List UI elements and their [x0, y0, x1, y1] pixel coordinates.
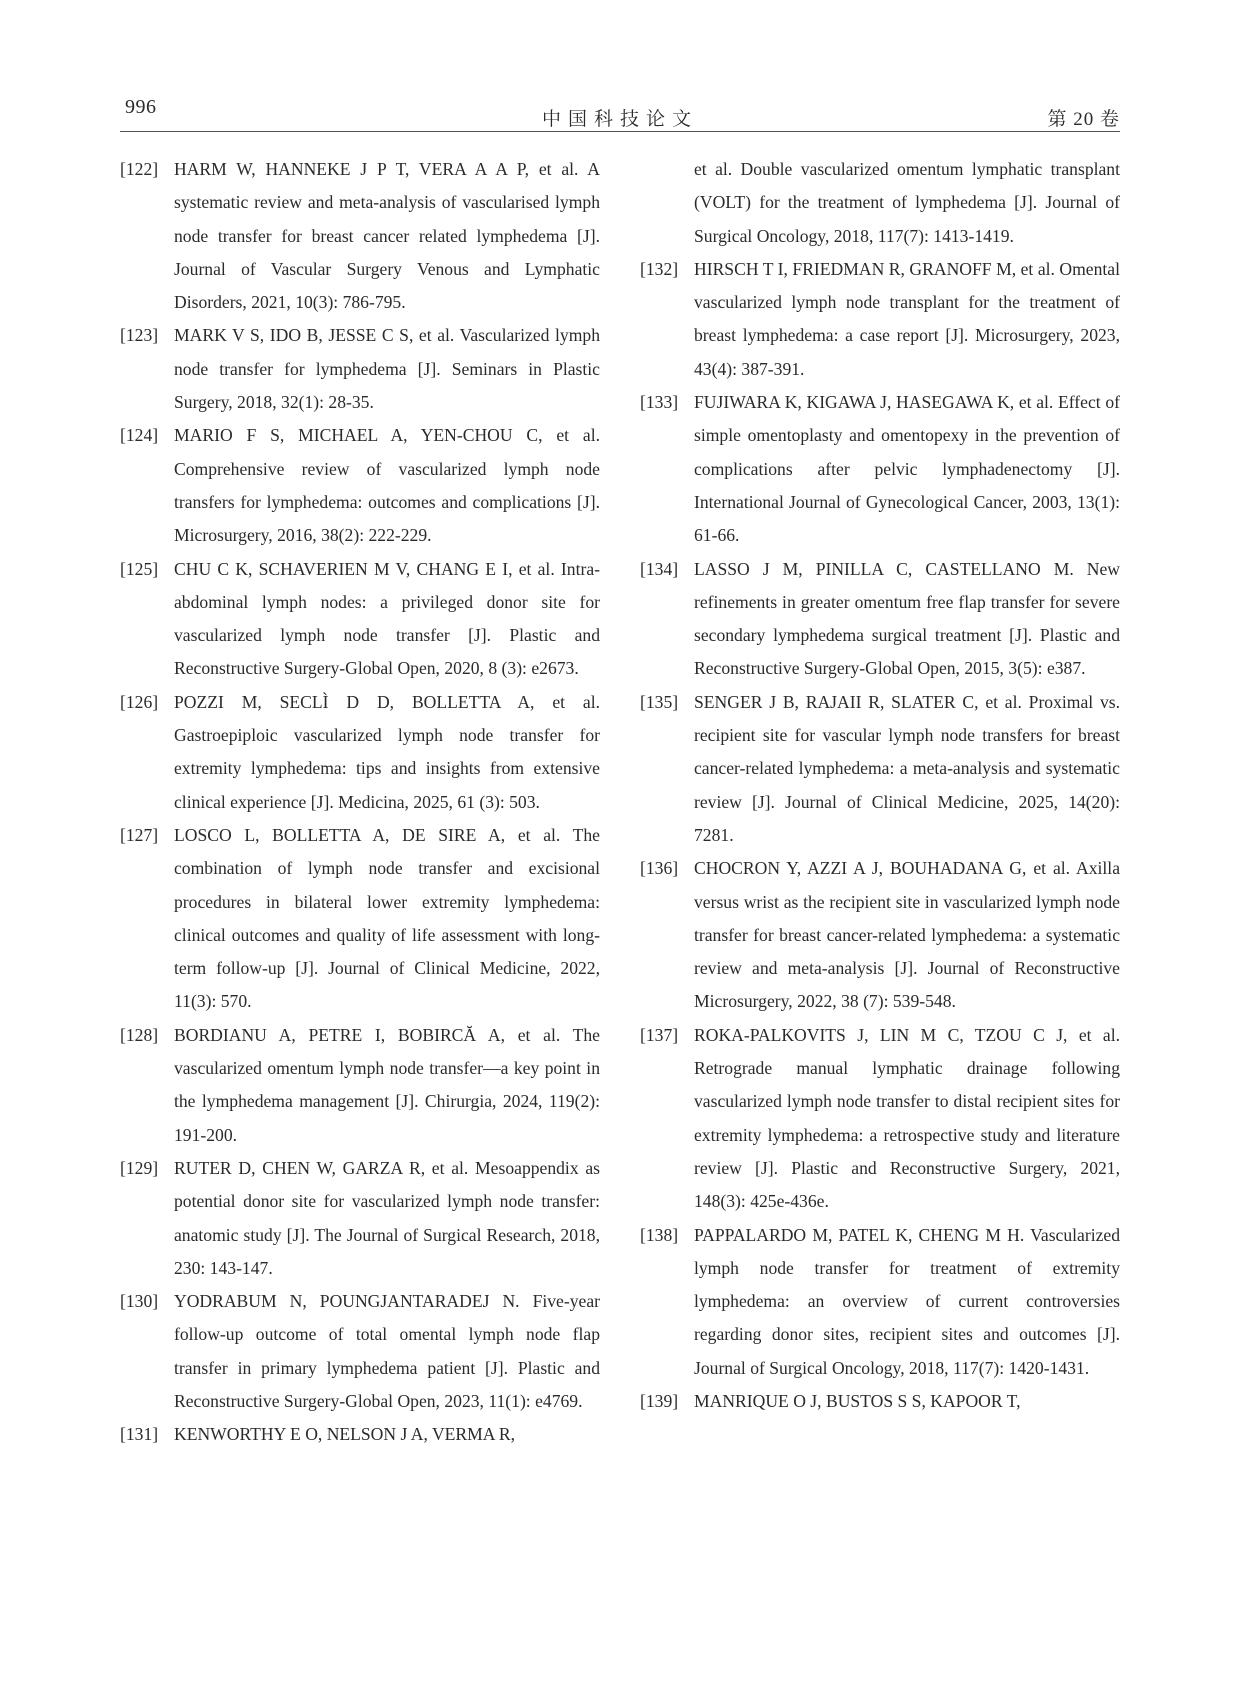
reference-number: [122]: [120, 159, 159, 179]
reference-entry: [640, 852, 1120, 1018]
reference-text: RUTER D, CHEN W, GARZA R, et al. Mesoappendix as potential donor site for vascularized lymph node transfer: anatomic study [J]. The Journal of Surgical Research, 2018, 230: 143-147.: [174, 1157, 600, 1278]
reference-entry: [640, 1019, 1120, 1219]
reference-text: MARK V S, IDO B, JESSE C S, et al. Vascularized lymph node transfer for lymphedema [J]. Seminars in Plastic Surgery, 2018, 32(1): 28-35.: [174, 325, 600, 413]
reference-number: [126]: [120, 691, 159, 712]
reference-text: MARIO F S, MICHAEL A, YEN-CHOU C, et al. Comprehensive review of vascularized lymph node transfers for lymphedema: outcomes and complications [J]. Microsurgery, 2016, 38(2): 222-229.: [174, 425, 600, 546]
reference-number: [135]: [640, 691, 679, 712]
reference-entry: [120, 686, 600, 819]
reference-number: [124]: [120, 425, 159, 446]
reference-entry: [640, 1219, 1120, 1385]
reference-number: [128]: [120, 1024, 159, 1045]
reference-entry: [120, 1285, 600, 1418]
header-rule: [120, 131, 1120, 132]
reference-text: MANRIQUE O J, BUSTOS S S, KAPOOR T,: [694, 1390, 1021, 1411]
reference-entry: [120, 419, 600, 552]
reference-entry: [120, 819, 600, 1019]
reference-entry: [640, 553, 1120, 686]
reference-number: [125]: [120, 558, 159, 579]
reference-number: [132]: [640, 258, 679, 279]
reference-text: SENGER J B, RAJAII R, SLATER C, et al. Proximal vs. recipient site for vascular lymph node transfers for breast cancer-related lymphedema: a meta-analysis and systematic review [J]. Journal of Clinical Medicine, 2025, 14(20): 7281.: [694, 691, 1120, 845]
reference-entry: [640, 686, 1120, 852]
reference-entry: [120, 1152, 600, 1285]
reference-entry: [640, 386, 1120, 552]
reference-number: [130]: [120, 1291, 159, 1312]
references-right-column: [640, 153, 1120, 1418]
reference-entry: [640, 253, 1120, 386]
reference-number: [129]: [120, 1157, 159, 1178]
journal-title: 中国科技论文: [541, 109, 698, 130]
reference-text: POZZI M, SECLÌ D D, BOLLETTA A, et al. Gastroepiploic vascularized lymph node transfer for extremity lymphedema: tips and insights from extensive clinical experience [J]. Medicina, 2025, 61 (3): 503.: [174, 691, 600, 812]
reference-text: FUJIWARA K, KIGAWA J, HASEGAWA K, et al. Effect of simple omentoplasty and omentopexy in the prevention of complications after pelvic lymphadenectomy [J]. International Journal of Gynecological Cancer, 2003, 13(1): 61-66.: [694, 392, 1120, 546]
reference-number: [134]: [640, 558, 679, 579]
reference-number: [133]: [640, 392, 679, 413]
reference-entry: [120, 319, 600, 419]
page-header: [120, 96, 1120, 136]
reference-text: PAPPALARDO M, PATEL K, CHENG M H. Vascularized lymph node transfer for treatment of extremity lymphedema: an overview of current controversies regarding donor sites, recipient sites and outcomes [J]. Journal of Surgical Oncology, 2018, 117(7): 1420-1431.: [694, 1224, 1120, 1378]
reference-entry: [640, 153, 1120, 253]
reference-number: [136]: [640, 858, 679, 879]
reference-entry: [120, 553, 600, 686]
volume-label: 第 20 卷: [1047, 109, 1120, 130]
reference-text: BORDIANU A, PETRE I, BOBIRCĂ A, et al. The vascularized omentum lymph node transfer—a key point in the lymphedema management [J]. Chirurgia, 2024, 119(2): 191-200.: [174, 1024, 600, 1145]
reference-number: [138]: [640, 1224, 679, 1245]
reference-entry: [120, 1019, 600, 1152]
reference-number: [123]: [120, 325, 159, 346]
reference-text: CHU C K, SCHAVERIEN M V, CHANG E I, et al. Intra-abdominal lymph nodes: a privileged donor site for vascularized lymph node transfer [J]. Plastic and Reconstructive Surgery-Global Open, 2020, 8 (3): e2673.: [174, 558, 600, 679]
reference-entry: [120, 153, 600, 319]
reference-number: [139]: [640, 1390, 679, 1411]
reference-number: [137]: [640, 1024, 679, 1045]
reference-number: [131]: [120, 1424, 159, 1445]
reference-text: KENWORTHY E O, NELSON J A, VERMA R,: [174, 1424, 516, 1445]
reference-text: et al. Double vascularized omentum lymphatic transplant (VOLT) for the treatment of lymphedema [J]. Journal of Surgical Oncology, 2018, 117(7): 1413-1419.: [694, 159, 1120, 246]
reference-number: [127]: [120, 824, 159, 845]
reference-text: CHOCRON Y, AZZI A J, BOUHADANA G, et al. Axilla versus wrist as the recipient site in vascularized lymph node transfer for breast cancer-related lymphedema: a systematic review and meta-analysis [J]. Journal of Reconstructive Microsurgery, 2022, 38 (7): 539-548.: [694, 858, 1120, 1012]
reference-entry: [120, 1418, 600, 1451]
page-number: 996: [125, 96, 157, 118]
reference-text: YODRABUM N, POUNGJANTARADEJ N. Five-year follow-up outcome of total omental lymph node flap transfer in primary lymphedema patient [J]. Plastic and Reconstructive Surgery-Global Open, 2023, 11(1): e4769.: [174, 1291, 600, 1411]
references-left-column: [120, 153, 600, 1452]
reference-text: LOSCO L, BOLLETTA A, DE SIRE A, et al. The combination of lymph node transfer and excisional procedures in bilateral lower extremity lymphedema: clinical outcomes and quality of life assessment with long-term follow-up [J]. Journal of Clinical Medicine, 2022, 11(3): 570.: [174, 824, 600, 1012]
reference-entry: [640, 1385, 1120, 1418]
reference-text: HIRSCH T I, FRIEDMAN R, GRANOFF M, et al. Omental vascularized lymph node transplant for the treatment of breast lymphedema: a case report [J]. Microsurgery, 2023, 43(4): 387-391.: [694, 258, 1120, 379]
reference-text: HARM W, HANNEKE J P T, VERA A A P, et al. A systematic review and meta-analysis of vascularised lymph node transfer for breast cancer related lymphedema [J]. Journal of Vascular Surgery Venous and Lymphatic Disorders, 2021, 10(3): 786-795.: [174, 159, 600, 313]
reference-text: LASSO J M, PINILLA C, CASTELLANO M. New refinements in greater omentum free flap transfer for severe secondary lymphedema surgical treatment [J]. Plastic and Reconstructive Surgery-Global Open, 2015, 3(5): e387.: [694, 558, 1120, 679]
reference-text: ROKA-PALKOVITS J, LIN M C, TZOU C J, et al. Retrograde manual lymphatic drainage following vascularized lymph node transfer to distal recipient sites for extremity lymphedema: a retrospective study and literature review [J]. Plastic and Reconstructive Surgery, 2021, 148(3): 425e-436e.: [694, 1024, 1120, 1212]
